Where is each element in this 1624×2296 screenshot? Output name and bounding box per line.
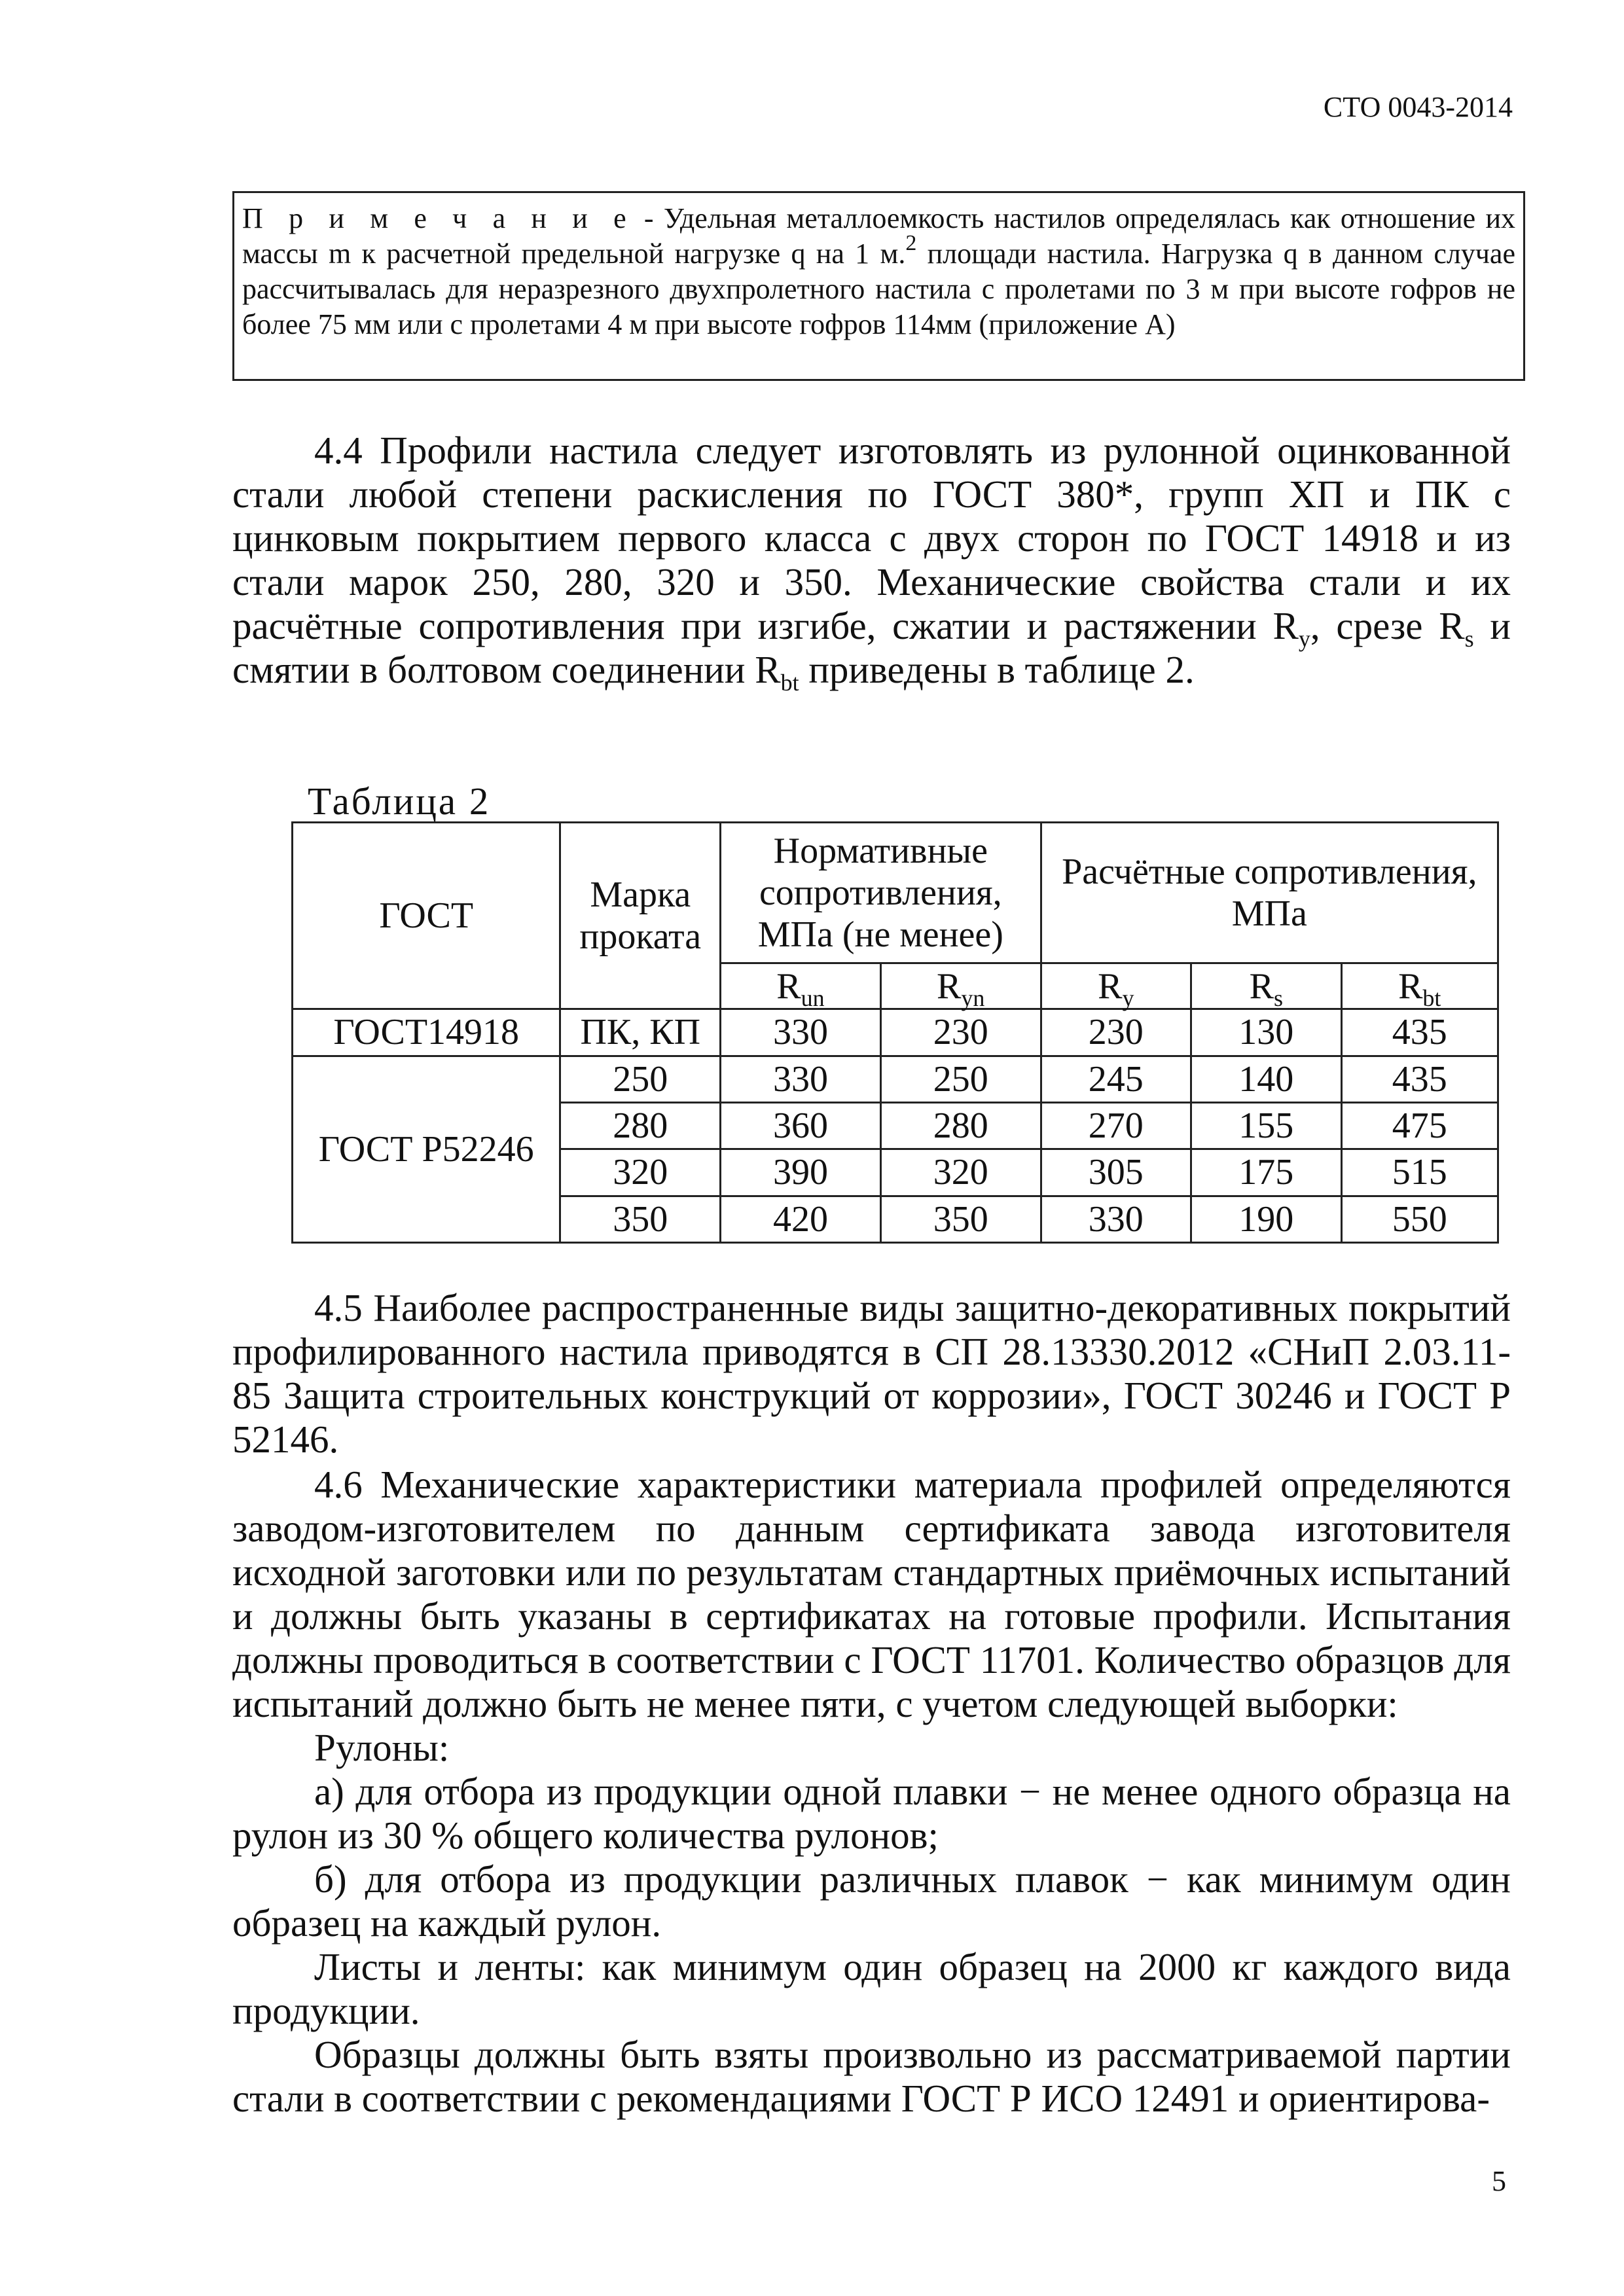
note-text-b: площади настила. Нагрузка q в данном случае рассчитывалась для неразрезного двухпролетного настила с пролетами по 3 м при высоте гофров не более 75 мм или с пролетами 4 м при высоте гофров 114мм (приложение А) [242, 238, 1515, 340]
symbol-run: $R_{un}$ [721, 963, 881, 1009]
header-normative: Нормативные сопротивления, МПа (не менее) [721, 823, 1041, 963]
note-text-a: - Удельная металлоемкость настилов определялась как отношение их массы m к расчетной предельной нагрузке q на 1 м. [242, 202, 1515, 270]
header-gost: ГОСТ [293, 823, 560, 1009]
table-row: ГОСТ14918 ПК, КП 330 230 230 130 435 [293, 1009, 1498, 1056]
list-item-a: а) для отбора из продукции одной плавки − не менее одного образца на рулон из 30 % общего количества рулонов; [232, 1770, 1511, 1857]
note-superscript: 2 [905, 231, 917, 255]
symbol-ry: $R_y$ [1041, 963, 1191, 1009]
symbol-rs: $R_s$ [1191, 963, 1341, 1009]
document-code: СТО 0043-2014 [1323, 91, 1513, 123]
properties-table [291, 821, 1499, 1244]
table-row: 320 390 320 305 175 515 [293, 1149, 1498, 1196]
list-item-b: б) для отбора из продукции различных плавок − как минимум один образец на каждый рулон. [232, 1857, 1511, 1945]
header-calculated: Расчётные сопротивления, МПа [1041, 823, 1498, 963]
table-row: 350 420 350 330 190 550 [293, 1196, 1498, 1242]
note-label: П р и м е ч а н и е [242, 202, 634, 234]
paragraph-samples: Образцы должны быть взяты произвольно из рассматриваемой партии стали в соответствии с рекомендациями ГОСТ Р ИСО 12491 и ориентирова- [232, 2033, 1511, 2120]
symbol-ryn: $R_{yn}$ [880, 963, 1041, 1009]
table-row: ГОСТ Р52246 250 330 250 245 140 435 [293, 1056, 1498, 1102]
paragraph-sheets: Листы и ленты: как минимум один образец на 2000 кг каждого вида продукции. [232, 1945, 1511, 2032]
table-row: 280 360 280 270 155 475 [293, 1102, 1498, 1149]
symbol-rbt: $R_{bt}$ [1341, 963, 1498, 1009]
page-number: 5 [1492, 2165, 1506, 2197]
paragraph-4-5: 4.5 Наиболее распространенные виды защитно-декоративных покрытий профилированного настила приводятся в СП 28.13330.2012 «СНиП 2.03.11-85 Защита строительных конструкций от коррозии», ГОСТ 30246 и ГОСТ Р 52146. [232, 1286, 1511, 1461]
paragraph-4-4: 4.4 Профили настила следует изготовлять из рулонной оцинкованной стали любой степени раскисления по ГОСТ 380*, групп ХП и ПК с цинковым покрытием первого класса с двух сторон по ГОСТ 14918 и из стали марок 250, 280, 320 и 350. Механические свойства стали и их расчётные сопротивления при изгибе, сжатии и растяжении $R_y$, срезе $R_s$ и смятии в болтовом соединении $R_{bt}$ приведены в таблице 2. [232, 429, 1511, 696]
header-mark: Марка проката [560, 823, 721, 1009]
rolls-heading: Рулоны: [314, 1726, 450, 1769]
note-box [232, 191, 1525, 381]
table-caption: Таблица 2 [308, 780, 491, 823]
paragraph-4-6: 4.6 Механические характеристики материала профилей определяются заводом-изготовителем по данным сертификата завода изготовителя исходной заготовки или по результатам стандартных приёмочных испытаний и должны быть указаны в сертификатах на готовые профили. Испытания должны проводиться в соответствии с ГОСТ 11701. Количество образцов для испытаний должно быть не менее пяти, с учетом следующей выборки: [232, 1463, 1511, 1725]
